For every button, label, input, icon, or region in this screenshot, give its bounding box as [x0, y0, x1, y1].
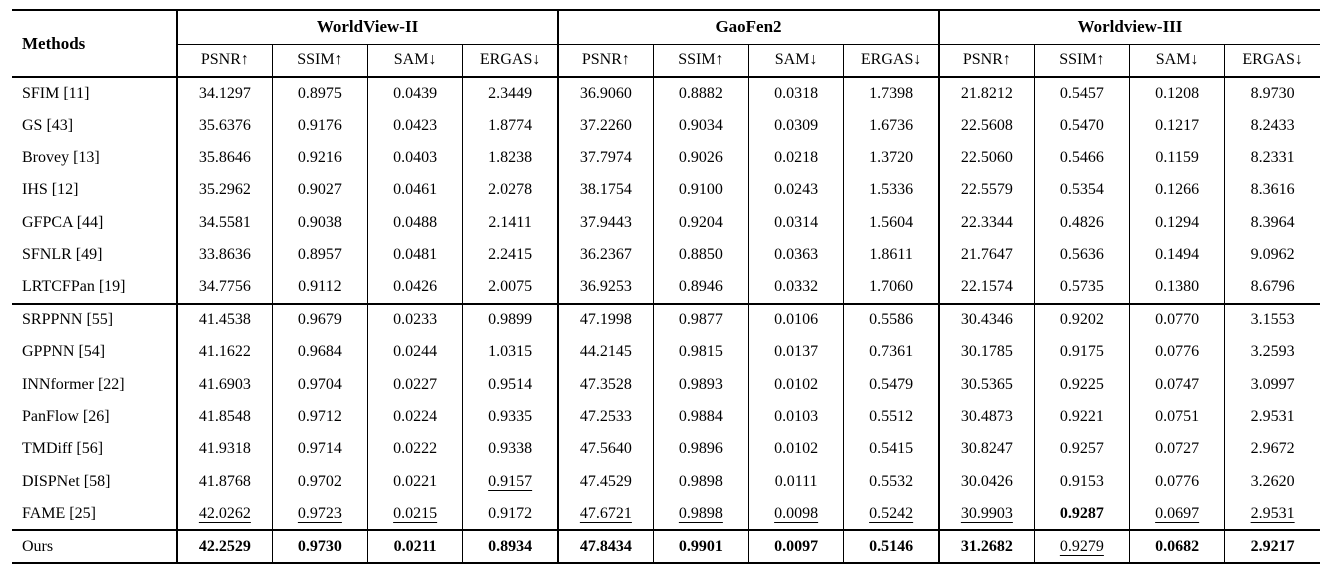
value-cell: 30.9903	[939, 498, 1034, 530]
value-cell: 38.1754	[558, 174, 653, 206]
table-row	[12, 142, 1320, 174]
method-cell: FAME [25]	[22, 504, 96, 522]
value-cell: 2.0075	[463, 271, 558, 303]
value-cell: 47.5640	[558, 433, 653, 465]
value-cell: 0.1294	[1130, 207, 1225, 239]
value-cell: 0.9257	[1034, 433, 1129, 465]
method-cell: PanFlow [26]	[22, 408, 110, 426]
value-cell: 42.2529	[177, 530, 272, 562]
value-cell: 2.9531	[1225, 401, 1320, 433]
value-cell: 1.5604	[844, 207, 939, 239]
value-cell: 0.0111	[749, 466, 844, 498]
value-cell: 0.9176	[272, 109, 367, 141]
value-cell: 41.9318	[177, 433, 272, 465]
value-cell: 1.8238	[463, 142, 558, 174]
value-cell: 0.5636	[1034, 239, 1129, 271]
value-cell: 36.9253	[558, 271, 653, 303]
value-cell: 8.3964	[1225, 207, 1320, 239]
value-cell: 47.2533	[558, 401, 653, 433]
value-cell: 0.5479	[844, 369, 939, 401]
value-cell: 0.9679	[272, 304, 367, 336]
value-cell: 36.9060	[558, 77, 653, 109]
metric-header: SSIM↑	[653, 44, 748, 77]
metric-header: SAM↓	[749, 44, 844, 77]
metric-header: PSNR↑	[558, 44, 653, 77]
value-cell: 1.6736	[844, 109, 939, 141]
value-cell: 41.1622	[177, 336, 272, 368]
method-cell: Ours	[12, 530, 177, 562]
value-cell: 47.3528	[558, 369, 653, 401]
value-cell: 0.9157	[463, 466, 558, 498]
value-cell: 30.8247	[939, 433, 1034, 465]
value-cell: 0.0426	[368, 271, 463, 303]
value-cell: 34.7756	[177, 271, 272, 303]
value-cell: 0.0211	[368, 530, 463, 562]
value-cell: 0.0098	[749, 498, 844, 530]
value-cell: 0.0102	[749, 369, 844, 401]
value-cell: 47.1998	[558, 304, 653, 336]
value-cell: 0.0751	[1130, 401, 1225, 433]
method-cell: GPPNN [54]	[22, 343, 106, 361]
value-cell: 34.1297	[177, 77, 272, 109]
value-cell: 0.9893	[653, 369, 748, 401]
metric-header: ERGAS↓	[463, 44, 558, 77]
value-cell: 0.9514	[463, 369, 558, 401]
table-row	[12, 369, 1320, 401]
value-cell: 9.0962	[1225, 239, 1320, 271]
value-cell: 42.0262	[177, 498, 272, 530]
value-cell: 0.9038	[272, 207, 367, 239]
metric-header: ERGAS↓	[844, 44, 939, 77]
value-cell: 1.7060	[844, 271, 939, 303]
value-cell: 0.8882	[653, 77, 748, 109]
metric-header: SAM↓	[1130, 44, 1225, 77]
value-cell: 0.8975	[272, 77, 367, 109]
value-cell: 0.0776	[1130, 336, 1225, 368]
metric-header: PSNR↑	[177, 44, 272, 77]
value-cell: 2.2415	[463, 239, 558, 271]
table-row	[12, 271, 1320, 303]
value-cell: 22.5608	[939, 109, 1034, 141]
method-cell: Brovey [13]	[22, 148, 100, 166]
value-cell: 8.6796	[1225, 271, 1320, 303]
method-cell: SRPPNN [55]	[12, 304, 177, 336]
method-cell: GFPCA [44]	[22, 213, 104, 231]
value-cell: 0.9704	[272, 369, 367, 401]
value-cell: 0.0137	[749, 336, 844, 368]
method-cell: TMDiff [56]	[22, 440, 104, 458]
value-cell: 22.5060	[939, 142, 1034, 174]
value-cell: 2.9217	[1225, 530, 1320, 562]
value-cell: 2.9672	[1225, 433, 1320, 465]
value-cell: 0.1494	[1130, 239, 1225, 271]
value-cell: 47.4529	[558, 466, 653, 498]
value-cell: 37.9443	[558, 207, 653, 239]
value-cell: 37.7974	[558, 142, 653, 174]
value-cell: 2.1411	[463, 207, 558, 239]
value-cell: 2.3449	[463, 77, 558, 109]
value-cell: 0.7361	[844, 336, 939, 368]
dataset-header-2: GaoFen2	[558, 10, 939, 44]
value-cell: 0.5457	[1034, 77, 1129, 109]
metric-header: SSIM↑	[272, 44, 367, 77]
value-cell: 2.0278	[463, 174, 558, 206]
value-cell: 0.0318	[749, 77, 844, 109]
value-cell: 0.8957	[272, 239, 367, 271]
value-cell: 0.9026	[653, 142, 748, 174]
value-cell: 1.3720	[844, 142, 939, 174]
value-cell: 3.0997	[1225, 369, 1320, 401]
value-cell: 0.0103	[749, 401, 844, 433]
value-cell: 22.5579	[939, 174, 1034, 206]
table-body	[12, 77, 1320, 563]
value-cell: 0.9335	[463, 401, 558, 433]
method-cell: SFNLR [49]	[22, 246, 103, 264]
value-cell: 0.0332	[749, 271, 844, 303]
value-cell: 8.2331	[1225, 142, 1320, 174]
value-cell: 0.9034	[653, 109, 748, 141]
value-cell: 41.4538	[177, 304, 272, 336]
value-cell: 0.9684	[272, 336, 367, 368]
value-cell: 0.5415	[844, 433, 939, 465]
table-row	[12, 304, 1320, 336]
dataset-header-3: Worldview-III	[939, 10, 1320, 44]
value-cell: 0.0233	[368, 304, 463, 336]
value-cell: 41.6903	[177, 369, 272, 401]
value-cell: 0.8850	[653, 239, 748, 271]
method-cell: LRTCFPan [19]	[22, 278, 126, 296]
value-cell: 0.9221	[1034, 401, 1129, 433]
value-cell: 8.9730	[1225, 77, 1320, 109]
value-cell: 34.5581	[177, 207, 272, 239]
table-header	[12, 10, 1320, 77]
table-row	[12, 401, 1320, 433]
value-cell: 0.9338	[463, 433, 558, 465]
value-cell: 0.9898	[653, 466, 748, 498]
value-cell: 0.5586	[844, 304, 939, 336]
value-cell: 0.0697	[1130, 498, 1225, 530]
value-cell: 0.9730	[272, 530, 367, 562]
value-cell: 21.8212	[939, 77, 1034, 109]
value-cell: 0.8946	[653, 271, 748, 303]
value-cell: 0.1159	[1130, 142, 1225, 174]
methods-header: Methods	[12, 10, 177, 77]
value-cell: 0.9896	[653, 433, 748, 465]
table-row	[12, 498, 1320, 530]
value-cell: 0.9175	[1034, 336, 1129, 368]
value-cell: 0.5470	[1034, 109, 1129, 141]
value-cell: 0.9204	[653, 207, 748, 239]
value-cell: 0.0363	[749, 239, 844, 271]
value-cell: 0.9714	[272, 433, 367, 465]
value-cell: 0.0227	[368, 369, 463, 401]
value-cell: 30.5365	[939, 369, 1034, 401]
value-cell: 0.0776	[1130, 466, 1225, 498]
value-cell: 0.1266	[1130, 174, 1225, 206]
value-cell: 0.0314	[749, 207, 844, 239]
value-cell: 0.9702	[272, 466, 367, 498]
value-cell: 47.6721	[558, 498, 653, 530]
value-cell: 0.9898	[653, 498, 748, 530]
value-cell: 0.0243	[749, 174, 844, 206]
value-cell: 0.0461	[368, 174, 463, 206]
value-cell: 0.9884	[653, 401, 748, 433]
value-cell: 3.2620	[1225, 466, 1320, 498]
value-cell: 0.0097	[749, 530, 844, 562]
value-cell: 41.8768	[177, 466, 272, 498]
value-cell: 0.0218	[749, 142, 844, 174]
value-cell: 3.2593	[1225, 336, 1320, 368]
value-cell: 0.5466	[1034, 142, 1129, 174]
results-table	[12, 9, 1320, 564]
table-row	[12, 77, 1320, 109]
value-cell: 2.9531	[1225, 498, 1320, 530]
value-cell: 0.0309	[749, 109, 844, 141]
value-cell: 0.9100	[653, 174, 748, 206]
value-cell: 0.0727	[1130, 433, 1225, 465]
metric-header: ERGAS↓	[1225, 44, 1320, 77]
value-cell: 0.5242	[844, 498, 939, 530]
value-cell: 0.9216	[272, 142, 367, 174]
value-cell: 0.0439	[368, 77, 463, 109]
value-cell: 0.9279	[1034, 530, 1129, 562]
value-cell: 0.1208	[1130, 77, 1225, 109]
value-cell: 0.9901	[653, 530, 748, 562]
value-cell: 22.3344	[939, 207, 1034, 239]
value-cell: 0.9172	[463, 498, 558, 530]
method-cell: GS [43]	[22, 116, 74, 134]
value-cell: 30.1785	[939, 336, 1034, 368]
metric-header: PSNR↑	[939, 44, 1034, 77]
value-cell: 0.0403	[368, 142, 463, 174]
value-cell: 1.8774	[463, 109, 558, 141]
value-cell: 0.0488	[368, 207, 463, 239]
value-cell: 0.0224	[368, 401, 463, 433]
value-cell: 1.8611	[844, 239, 939, 271]
table-row	[12, 207, 1320, 239]
value-cell: 0.1217	[1130, 109, 1225, 141]
value-cell: 8.3616	[1225, 174, 1320, 206]
value-cell: 0.4826	[1034, 207, 1129, 239]
value-cell: 0.5735	[1034, 271, 1129, 303]
value-cell: 47.8434	[558, 530, 653, 562]
value-cell: 8.2433	[1225, 109, 1320, 141]
value-cell: 0.0481	[368, 239, 463, 271]
value-cell: 0.9202	[1034, 304, 1129, 336]
table-row	[12, 433, 1320, 465]
value-cell: 22.1574	[939, 271, 1034, 303]
value-cell: 0.5532	[844, 466, 939, 498]
value-cell: 0.0770	[1130, 304, 1225, 336]
value-cell: 0.9712	[272, 401, 367, 433]
group-header-row	[12, 10, 1320, 44]
value-cell: 0.0106	[749, 304, 844, 336]
metric-header: SSIM↑	[1034, 44, 1129, 77]
table-row	[12, 174, 1320, 206]
value-cell: 0.0102	[749, 433, 844, 465]
method-cell: SFIM [11]	[22, 84, 90, 102]
value-cell: 36.2367	[558, 239, 653, 271]
value-cell: 0.9027	[272, 174, 367, 206]
table-row	[12, 109, 1320, 141]
method-cell: DISPNet [58]	[22, 472, 111, 490]
value-cell: 30.0426	[939, 466, 1034, 498]
value-cell: 31.2682	[939, 530, 1034, 562]
value-cell: 0.0222	[368, 433, 463, 465]
value-cell: 0.0244	[368, 336, 463, 368]
value-cell: 0.1380	[1130, 271, 1225, 303]
value-cell: 21.7647	[939, 239, 1034, 271]
value-cell: 35.8646	[177, 142, 272, 174]
value-cell: 1.7398	[844, 77, 939, 109]
value-cell: 0.0423	[368, 109, 463, 141]
value-cell: 0.0221	[368, 466, 463, 498]
table-row	[12, 530, 1320, 562]
value-cell: 0.9815	[653, 336, 748, 368]
value-cell: 0.0747	[1130, 369, 1225, 401]
value-cell: 0.9287	[1034, 498, 1129, 530]
metric-header-row	[12, 44, 1320, 77]
value-cell: 30.4346	[939, 304, 1034, 336]
value-cell: 3.1553	[1225, 304, 1320, 336]
value-cell: 41.8548	[177, 401, 272, 433]
value-cell: 0.9877	[653, 304, 748, 336]
value-cell: 35.2962	[177, 174, 272, 206]
value-cell: 1.0315	[463, 336, 558, 368]
value-cell: 0.0215	[368, 498, 463, 530]
value-cell: 0.5354	[1034, 174, 1129, 206]
table-row	[12, 239, 1320, 271]
value-cell: 30.4873	[939, 401, 1034, 433]
value-cell: 0.9723	[272, 498, 367, 530]
value-cell: 0.5146	[844, 530, 939, 562]
table-row	[12, 336, 1320, 368]
value-cell: 0.8934	[463, 530, 558, 562]
metric-header: SAM↓	[368, 44, 463, 77]
value-cell: 0.9112	[272, 271, 367, 303]
value-cell: 0.9153	[1034, 466, 1129, 498]
value-cell: 37.2260	[558, 109, 653, 141]
value-cell: 33.8636	[177, 239, 272, 271]
value-cell: 44.2145	[558, 336, 653, 368]
value-cell: 0.5512	[844, 401, 939, 433]
dataset-header-1: WorldView-II	[177, 10, 558, 44]
value-cell: 0.9899	[463, 304, 558, 336]
method-cell: IHS [12]	[22, 181, 79, 199]
value-cell: 1.5336	[844, 174, 939, 206]
value-cell: 35.6376	[177, 109, 272, 141]
table-row	[12, 466, 1320, 498]
method-cell: INNformer [22]	[22, 375, 125, 393]
value-cell: 0.9225	[1034, 369, 1129, 401]
value-cell: 0.0682	[1130, 530, 1225, 562]
